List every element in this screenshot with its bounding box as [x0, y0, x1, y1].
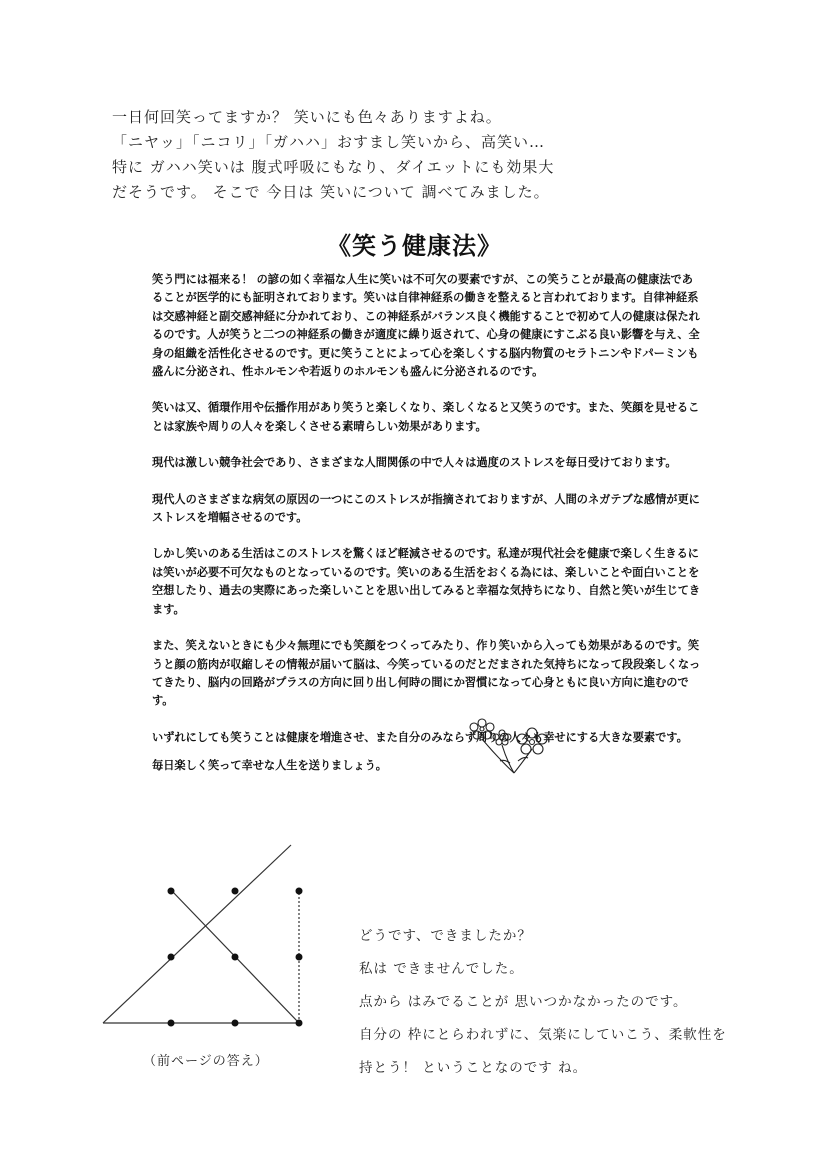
paragraph: しかし笑いのある生活はこのストレスを驚くほど軽減させるのです。私達が現代社会を健康で楽しく生きるには笑いが必要不可欠なものとなっているのです。笑いのある生活をおくる為には、楽しいことや面白いことを空想したり、過去の実際にあった楽しいことを思い出してみると幸福な気持ちになり、自然と笑いが生じてきます。	[152, 547, 701, 616]
intro-line: だそうです。 そこで 今日は 笑いについて 調べてみました。	[112, 183, 550, 201]
puzzle-dot	[168, 954, 175, 961]
handwritten-answer	[359, 920, 727, 1085]
intro-line: 「ニヤッ」「ニコリ」「ガハハ」おすまし笑いから、高笑い…	[112, 133, 546, 151]
puzzle-dot	[168, 888, 175, 895]
intro-line: 一日何回笑ってますか？ 笑いにも色々ありますよね。	[112, 108, 502, 126]
puzzle-dot	[296, 1020, 303, 1027]
paragraph: 現代人のさまざまな病気の原因の一つにこのストレスが指摘されておりますが、人間のネガテブな感情が更にストレスを増幅させるのです。	[152, 492, 700, 525]
intro-line: 特に ガハハ笑いは 腹式呼吸にもなり、ダイエットにも効果大	[112, 158, 555, 176]
answer-line: 点から はみでることが 思いつかなかったのです。	[359, 994, 688, 1010]
paragraph: 笑いは又、循環作用や伝播作用があり笑うと楽しくなり、楽しくなると又笑うのです。また、笑顔を見せることは家族や周りの人々を楽しくさせる素晴らしい効果があります。	[152, 401, 700, 433]
article-body	[152, 271, 704, 794]
puzzle-dot	[296, 888, 303, 895]
paragraph: また、笑えないときにも少々無理にでも笑顔をつくってみたり、作り笑いから入っても効果があるのです。笑うと顔の筋肉が収縮しその情報が届いて脳は、今笑っているのだとだまされた気持ちになって段段楽しくなってきたり、脳内の回路がプラスの方向に回り出し何時の間にか習慣になって心身ともに良い方向に進むのです。	[152, 639, 701, 708]
puzzle-dot	[296, 954, 303, 961]
puzzle-dot	[232, 1020, 239, 1027]
flower-doodle-icon	[462, 713, 557, 778]
answer-line: 自分の 枠にとらわれずに、気楽にしていこう、柔軟性を	[359, 1027, 727, 1043]
answer-line: どうです、できましたか？	[359, 928, 532, 944]
diagram-caption: （前ページの答え）	[143, 1054, 269, 1069]
puzzle-dot	[232, 954, 239, 961]
nine-dot-puzzle-diagram	[95, 835, 315, 1035]
puzzle-dot	[168, 1020, 175, 1027]
closing-line: 毎日楽しく笑って幸せな人生を送りましょう。	[152, 759, 387, 773]
answer-line: 持とう！ ということなのです ね。	[359, 1060, 588, 1076]
page-title: 《笑う健康法》	[327, 232, 502, 260]
handwritten-intro	[112, 105, 554, 205]
puzzle-dot	[232, 888, 239, 895]
paragraph: 笑う門には福来る！ の諺の如く幸福な人生に笑いは不可欠の要素ですが、この笑うことが最高の健康法であることが医学的にも証明されております。笑いは自律神経系の働きを整えると言われております。自律神経系は交感神経と副交感神経に分かれており、この神経系がバランス良く機能することで初めて人の健康は保たれるのです。人が笑うと二つの神経系の働きが適度に繰り返されて、心身の健康にすこぶる良い影響を与え、全身の組織を活性化させるのです。更に笑うことによって心を楽しくする脳内物質のセラトニンやドパーミンも盛んに分泌され、性ホルモンや若返りのホルモンも盛んに分泌されるのです。	[152, 273, 700, 379]
paragraph: 現代は激しい競争社会であり、さまざまな人間関係の中で人々は過度のストレスを毎日受けております。	[152, 456, 677, 470]
answer-line: 私は できませんでした。	[359, 961, 524, 977]
paragraph: いずれにしても笑うことは健康を増進させ、また自分のみならず周りの人々も幸せにする大きな要素です。	[152, 730, 688, 744]
